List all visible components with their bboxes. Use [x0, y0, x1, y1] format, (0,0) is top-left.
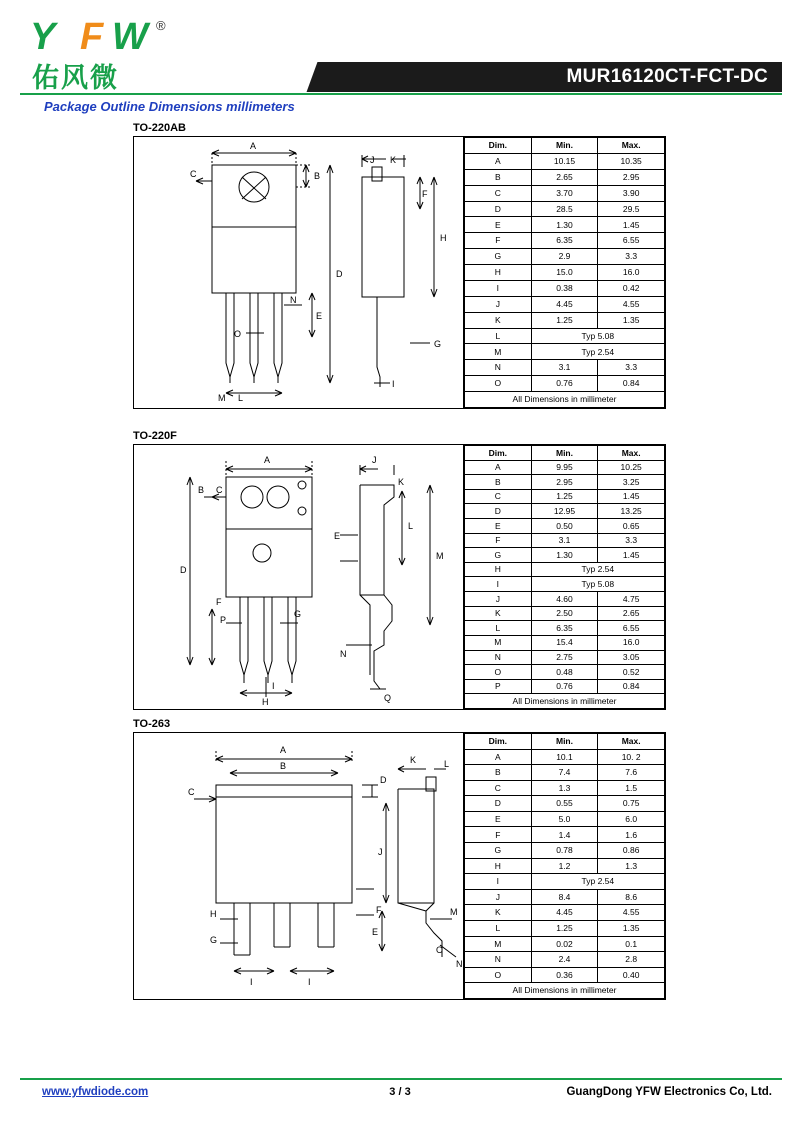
table-cell: F: [465, 233, 532, 249]
table-cell: 1.25: [531, 312, 598, 328]
table-cell: 1.30: [531, 217, 598, 233]
table-cell: 1.30: [531, 548, 598, 563]
table-cell: 10. 2: [598, 749, 665, 765]
table-row: [465, 328, 665, 344]
table-cell: F: [465, 533, 532, 548]
table-cell-typ: Typ 2.54: [531, 344, 664, 360]
table-cell: K: [465, 905, 532, 921]
dimension-table-to263: [464, 733, 665, 999]
table-cell: 1.2: [531, 858, 598, 874]
table-cell: G: [465, 843, 532, 859]
table-cell: 0.75: [598, 796, 665, 812]
svg-text:K: K: [390, 155, 397, 165]
table-cell: 1.4: [531, 827, 598, 843]
drawing-to263: [134, 733, 464, 999]
svg-text:A: A: [250, 141, 257, 151]
table-row: [465, 185, 665, 201]
table-cell: 2.4: [531, 952, 598, 968]
table-cell: 9.95: [531, 460, 598, 475]
table-cell: 6.55: [598, 233, 665, 249]
section-title: Package Outline Dimensions millimeters: [44, 99, 295, 114]
table-row: [465, 905, 665, 921]
table-cell: 2.75: [531, 650, 598, 665]
company-logo: [24, 12, 204, 93]
table-cell: 4.75: [598, 592, 665, 607]
table-cell: 2.8: [598, 952, 665, 968]
table-cell: A: [465, 153, 532, 169]
table-cell: P: [465, 679, 532, 694]
logo-letter-f: F: [80, 16, 104, 58]
table-cell: 6.35: [531, 621, 598, 636]
table-cell: 2.9: [531, 249, 598, 265]
table-cell: J: [465, 296, 532, 312]
package-block-to263: [133, 732, 666, 1000]
svg-text:B: B: [198, 485, 205, 495]
svg-text:M: M: [436, 551, 444, 561]
logo-letter-w: W: [112, 16, 148, 58]
table-cell: E: [465, 811, 532, 827]
table-cell: 16.0: [598, 635, 665, 650]
table-row: [465, 344, 665, 360]
table-cell: E: [465, 519, 532, 534]
table-row: [465, 920, 665, 936]
svg-text:K: K: [410, 755, 417, 765]
table-cell: 4.55: [598, 296, 665, 312]
svg-text:M: M: [218, 393, 226, 403]
table-cell: 28.5: [531, 201, 598, 217]
svg-text:A: A: [280, 745, 287, 755]
table-cell: B: [465, 765, 532, 781]
table-row: [465, 874, 665, 890]
table-footer-note: All Dimensions in millimeter: [465, 694, 665, 709]
table-row: [465, 233, 665, 249]
svg-text:C: C: [216, 485, 223, 495]
svg-text:B: B: [280, 761, 287, 771]
table-cell: 15.0: [531, 265, 598, 281]
table-cell: 3.1: [531, 360, 598, 376]
header-divider: [20, 93, 782, 95]
table-row: [465, 280, 665, 296]
table-cell-typ: Typ 5.08: [531, 577, 664, 592]
svg-text:I: I: [308, 977, 311, 987]
table-row: [465, 936, 665, 952]
svg-text:O: O: [436, 945, 444, 955]
table-cell: O: [465, 376, 532, 392]
table-row: [465, 169, 665, 185]
table-cell: H: [465, 562, 532, 577]
table-row: [465, 504, 665, 519]
table-cell: L: [465, 920, 532, 936]
svg-text:L: L: [408, 521, 414, 531]
table-row: [465, 249, 665, 265]
svg-text:O: O: [234, 329, 242, 339]
table-cell: 7.4: [531, 765, 598, 781]
table-row: [465, 621, 665, 636]
table-row: [465, 606, 665, 621]
svg-text:G: G: [210, 935, 218, 945]
table-cell: 0.02: [531, 936, 598, 952]
table-cell-typ: Typ 2.54: [531, 874, 664, 890]
table-row: [465, 889, 665, 905]
column-header: Max.: [598, 734, 665, 750]
table-cell: M: [465, 344, 532, 360]
table-row: [465, 475, 665, 490]
table-cell: A: [465, 749, 532, 765]
table-row: [465, 153, 665, 169]
table-cell: N: [465, 650, 532, 665]
footer-divider: [20, 1078, 782, 1080]
svg-text:A: A: [264, 455, 271, 465]
table-cell: 3.3: [598, 360, 665, 376]
table-cell: J: [465, 592, 532, 607]
table-row: [465, 577, 665, 592]
table-cell: 1.25: [531, 920, 598, 936]
to220ab-outline-svg: [134, 137, 464, 408]
table-cell: I: [465, 280, 532, 296]
svg-text:I: I: [272, 681, 275, 691]
dimension-table-to220ab: [464, 137, 665, 408]
page-number: 3 / 3: [389, 1086, 411, 1098]
svg-text:H: H: [440, 233, 447, 243]
table-row: [465, 312, 665, 328]
svg-text:N: N: [340, 649, 347, 659]
table-cell: 3.25: [598, 475, 665, 490]
table-cell: 1.3: [531, 780, 598, 796]
table-cell: 0.76: [531, 376, 598, 392]
table-cell: 0.42: [598, 280, 665, 296]
table-row: [465, 265, 665, 281]
table-row: [465, 811, 665, 827]
table-cell: 1.45: [598, 217, 665, 233]
table-cell: 1.45: [598, 548, 665, 563]
table-cell: G: [465, 548, 532, 563]
table-cell: 6.35: [531, 233, 598, 249]
svg-text:G: G: [294, 609, 302, 619]
table-cell: 1.25: [531, 489, 598, 504]
table-row: [465, 952, 665, 968]
drawing-to220ab: [134, 137, 464, 408]
table-cell: 15.4: [531, 635, 598, 650]
svg-text:H: H: [262, 697, 269, 707]
table-cell: H: [465, 265, 532, 281]
table-row: [465, 296, 665, 312]
table-cell: 2.65: [598, 606, 665, 621]
table-cell: 4.45: [531, 905, 598, 921]
table-cell: G: [465, 249, 532, 265]
table-cell: 1.35: [598, 920, 665, 936]
table-cell: L: [465, 621, 532, 636]
table-cell: 0.36: [531, 967, 598, 983]
table-cell: 3.3: [598, 249, 665, 265]
table-cell: 1.45: [598, 489, 665, 504]
table-cell: 8.6: [598, 889, 665, 905]
table-cell: O: [465, 967, 532, 983]
table-cell: 3.3: [598, 533, 665, 548]
svg-text:L: L: [444, 759, 450, 769]
table-cell: 0.50: [531, 519, 598, 534]
svg-text:D: D: [380, 775, 387, 785]
svg-text:K: K: [398, 477, 405, 487]
svg-text:I: I: [250, 977, 253, 987]
table-cell: 0.1: [598, 936, 665, 952]
table-cell: 0.55: [531, 796, 598, 812]
table-row: [465, 827, 665, 843]
column-header: Min.: [531, 734, 598, 750]
table-footer-note: All Dimensions in millimeter: [465, 983, 665, 999]
table-cell: 2.95: [598, 169, 665, 185]
table-cell: I: [465, 874, 532, 890]
table-row: [465, 562, 665, 577]
table-cell: 3.90: [598, 185, 665, 201]
table-row: [465, 519, 665, 534]
logo-letter-y: Y: [30, 16, 57, 58]
registered-trademark-icon: ®: [156, 18, 166, 33]
column-header: Max.: [598, 138, 665, 154]
table-footer-row: [465, 694, 665, 709]
table-cell: 0.84: [598, 376, 665, 392]
column-header: Dim.: [465, 138, 532, 154]
svg-text:P: P: [220, 615, 227, 625]
table-row: [465, 460, 665, 475]
table-cell: 6.55: [598, 621, 665, 636]
table-cell: 8.4: [531, 889, 598, 905]
table-cell: 1.3: [598, 858, 665, 874]
logo-chinese-name: 佑风微: [32, 63, 119, 93]
table-cell: 3.05: [598, 650, 665, 665]
svg-text:D: D: [180, 565, 187, 575]
table-cell: 2.95: [531, 475, 598, 490]
svg-text:F: F: [422, 189, 428, 199]
table-row: [465, 679, 665, 694]
to263-outline-svg: [134, 733, 464, 999]
column-header: Dim.: [465, 446, 532, 461]
svg-text:E: E: [334, 531, 341, 541]
table-row: [465, 217, 665, 233]
table-cell: D: [465, 796, 532, 812]
table-cell: 2.50: [531, 606, 598, 621]
table-cell: 0.86: [598, 843, 665, 859]
svg-text:F: F: [216, 597, 222, 607]
table-cell: D: [465, 201, 532, 217]
table-row: [465, 650, 665, 665]
table-cell: C: [465, 185, 532, 201]
table-row: [465, 796, 665, 812]
svg-text:D: D: [336, 269, 343, 279]
svg-text:E: E: [316, 311, 323, 321]
table-cell: A: [465, 460, 532, 475]
table-cell: L: [465, 328, 532, 344]
column-header: Min.: [531, 446, 598, 461]
table-cell: 3.1: [531, 533, 598, 548]
svg-text:J: J: [372, 455, 377, 465]
table-row: [465, 967, 665, 983]
table-header-row: [465, 446, 665, 461]
table-cell: 7.6: [598, 765, 665, 781]
table-cell: N: [465, 952, 532, 968]
table-header-row: [465, 138, 665, 154]
table-cell: 0.38: [531, 280, 598, 296]
table-cell: I: [465, 577, 532, 592]
to220f-outline-svg: [134, 445, 464, 709]
table-cell: M: [465, 635, 532, 650]
package-block-to220f: [133, 444, 666, 710]
table-cell: K: [465, 606, 532, 621]
table-cell: 4.55: [598, 905, 665, 921]
table-cell: 0.48: [531, 665, 598, 680]
table-row: [465, 376, 665, 392]
table-cell: 3.70: [531, 185, 598, 201]
table-cell: 10.35: [598, 153, 665, 169]
package-label-to220f: TO-220F: [133, 430, 177, 442]
table-cell: 13.25: [598, 504, 665, 519]
table-cell: J: [465, 889, 532, 905]
package-block-to220ab: [133, 136, 666, 409]
table-cell: 1.35: [598, 312, 665, 328]
table-cell: K: [465, 312, 532, 328]
table-cell: 4.60: [531, 592, 598, 607]
table-cell: B: [465, 169, 532, 185]
table-cell: 1.6: [598, 827, 665, 843]
svg-text:H: H: [210, 909, 217, 919]
company-name: GuangDong YFW Electronics Co, Ltd.: [566, 1086, 772, 1098]
table-cell: C: [465, 489, 532, 504]
svg-text:M: M: [450, 907, 458, 917]
table-cell: M: [465, 936, 532, 952]
table-row: [465, 360, 665, 376]
table-row: [465, 548, 665, 563]
table-cell: 0.65: [598, 519, 665, 534]
table-cell: 10.1: [531, 749, 598, 765]
column-header: Dim.: [465, 734, 532, 750]
table-cell: 1.5: [598, 780, 665, 796]
table-cell: 0.84: [598, 679, 665, 694]
table-cell: C: [465, 780, 532, 796]
part-number-title: MUR16120CT-FCT-DC: [330, 62, 782, 92]
table-cell: B: [465, 475, 532, 490]
svg-text:C: C: [190, 169, 197, 179]
svg-text:N: N: [456, 959, 463, 969]
table-footer-row: [465, 983, 665, 999]
table-cell: D: [465, 504, 532, 519]
svg-text:N: N: [290, 295, 297, 305]
column-header: Max.: [598, 446, 665, 461]
svg-text:J: J: [370, 155, 375, 165]
svg-text:C: C: [188, 787, 195, 797]
table-row: [465, 780, 665, 796]
table-row: [465, 749, 665, 765]
table-row: [465, 201, 665, 217]
page-header: [0, 0, 800, 114]
table-cell: 10.25: [598, 460, 665, 475]
table-cell: F: [465, 827, 532, 843]
table-row: [465, 765, 665, 781]
dimension-table-to220f: [464, 445, 665, 709]
table-cell: H: [465, 858, 532, 874]
table-cell: 5.0: [531, 811, 598, 827]
package-label-to220ab: TO-220AB: [133, 122, 186, 134]
table-cell: E: [465, 217, 532, 233]
table-cell: O: [465, 665, 532, 680]
table-cell: 2.65: [531, 169, 598, 185]
table-row: [465, 843, 665, 859]
table-cell: 4.45: [531, 296, 598, 312]
table-cell: 0.52: [598, 665, 665, 680]
table-cell: 6.0: [598, 811, 665, 827]
svg-text:I: I: [392, 379, 395, 389]
table-row: [465, 489, 665, 504]
table-cell-typ: Typ 2.54: [531, 562, 664, 577]
svg-text:F: F: [376, 905, 382, 915]
table-cell: 0.76: [531, 679, 598, 694]
table-cell: 10.15: [531, 153, 598, 169]
table-cell: 29.5: [598, 201, 665, 217]
table-cell-typ: Typ 5.08: [531, 328, 664, 344]
table-row: [465, 592, 665, 607]
svg-text:E: E: [372, 927, 379, 937]
svg-text:B: B: [314, 171, 321, 181]
table-row: [465, 858, 665, 874]
table-cell: 12.95: [531, 504, 598, 519]
table-cell: N: [465, 360, 532, 376]
table-row: [465, 635, 665, 650]
drawing-to220f: [134, 445, 464, 709]
table-cell: 16.0: [598, 265, 665, 281]
website-link[interactable]: www.yfwdiode.com: [42, 1086, 149, 1098]
svg-text:G: G: [434, 339, 442, 349]
svg-text:J: J: [378, 847, 383, 857]
table-row: [465, 533, 665, 548]
table-footer-row: [465, 392, 665, 408]
column-header: Min.: [531, 138, 598, 154]
table-cell: 0.78: [531, 843, 598, 859]
table-row: [465, 665, 665, 680]
table-footer-note: All Dimensions in millimeter: [465, 392, 665, 408]
table-cell: 0.40: [598, 967, 665, 983]
svg-text:Q: Q: [384, 693, 392, 703]
table-header-row: [465, 734, 665, 750]
package-label-to263: TO-263: [133, 718, 171, 730]
svg-text:L: L: [238, 393, 244, 403]
